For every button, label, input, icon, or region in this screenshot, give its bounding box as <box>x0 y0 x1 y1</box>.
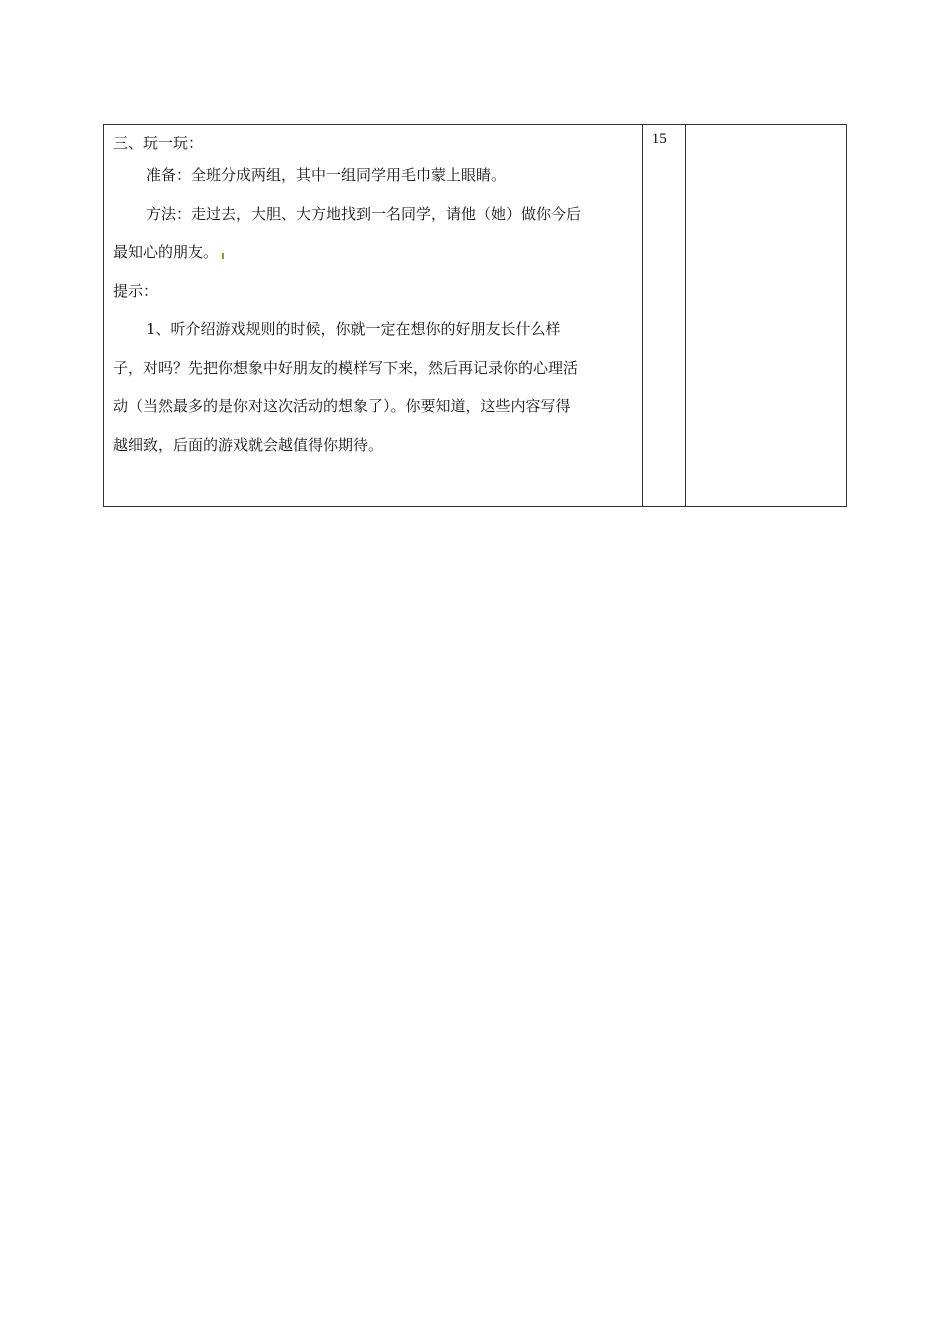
table-row <box>104 125 847 507</box>
small-mark-icon <box>222 253 224 259</box>
time-cell: 15 <box>642 125 685 507</box>
tip-text-line-1: 1、听介绍游戏规则的时候，你就一定在想你的好朋友长什么样 <box>146 320 561 338</box>
lesson-table <box>103 124 847 507</box>
section-heading: 三、玩一玩： <box>113 134 204 152</box>
method-text-line-1: 方法：走过去，大胆、大方地找到一名同学，请他（她）做你今后 <box>146 204 582 223</box>
note-cell <box>685 125 846 507</box>
tips-heading: 提示： <box>113 281 159 300</box>
tip-text-line-2: 子，对吗？先把你想象中好朋友的模样写下来，然后再记录你的心理活 <box>113 358 579 377</box>
tip-text-line-4: 越细致，后面的游戏就会越值得你期待。 <box>113 435 384 454</box>
method-text-line-2: 最知心的朋友。 <box>113 233 632 272</box>
activity-content-cell <box>104 125 643 507</box>
preparation-text: 准备：全班分成两组，其中一组同学用毛巾蒙上眼睛。 <box>146 166 507 184</box>
tip-text-line-3: 动（当然最多的是你对这次活动的想象了）。你要知道，这些内容写得 <box>113 397 571 415</box>
